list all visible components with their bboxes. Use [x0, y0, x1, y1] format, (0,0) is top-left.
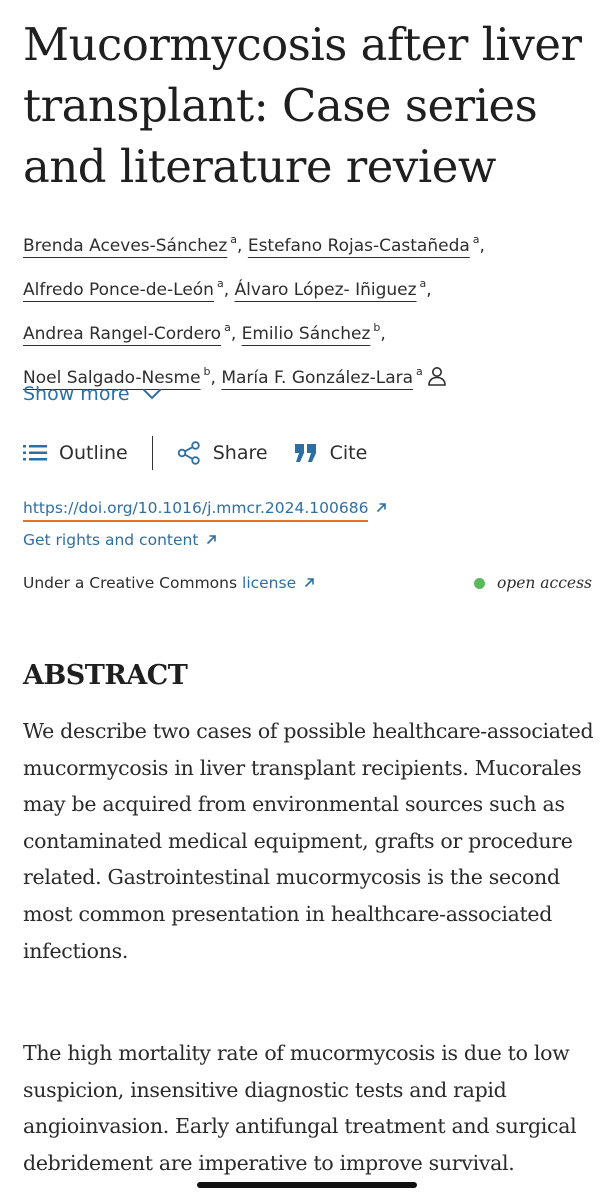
author-separator: , [230, 324, 237, 344]
show-more-label: Show more [23, 383, 130, 405]
outline-button[interactable] [23, 442, 128, 464]
author-name[interactable]: Alfredo Ponce-de-León [23, 280, 214, 300]
share-icon [177, 441, 201, 465]
quote-icon [294, 443, 318, 463]
toolbar-divider [152, 436, 153, 470]
rights-link[interactable] [23, 531, 217, 549]
author-item[interactable] [221, 365, 446, 388]
author-name[interactable]: Brenda Aceves-Sánchez [23, 236, 228, 256]
share-button[interactable] [177, 441, 268, 465]
chevron-down-icon [142, 388, 162, 400]
author-item[interactable] [247, 233, 485, 256]
author-affiliation: b [373, 321, 381, 334]
author-name[interactable]: Emilio Sánchez [241, 324, 371, 344]
cite-label: Cite [329, 442, 368, 464]
open-access-label: open access [496, 574, 592, 592]
author-name[interactable]: Estefano Rojas-Castañeda [247, 236, 470, 256]
license-link[interactable]: license [242, 574, 297, 592]
author-item[interactable] [23, 321, 237, 344]
outline-label: Outline [59, 442, 128, 464]
author-separator: , [237, 236, 243, 256]
external-link-icon [206, 534, 217, 545]
author-name[interactable]: Noel Salgado-Nesme [23, 368, 201, 388]
open-access-dot [474, 578, 485, 589]
license-line [23, 574, 315, 592]
author-affiliation: a [230, 233, 238, 246]
abstract-paragraph: The high mortality rate of mucormycosis is due to low suspicion, insensitive diagnostic tests and rapid angioinvasion. Early antifungal treatment and surgical debridement are imperative to improve survival. [23, 1041, 577, 1175]
cite-button[interactable] [294, 442, 368, 464]
author-item[interactable] [23, 233, 243, 256]
show-more-button[interactable] [23, 383, 162, 405]
doi-text[interactable]: https://doi.org/10.1016/j.mmcr.2024.100686 [23, 499, 368, 522]
abstract-paragraph: We describe two cases of possible healthcare-associated mucormycosis in liver transplant recipients. Mucorales may be acquired from environmental sources such as contaminated medical equipment, grafts or procedure related. Gastrointestinal mucormycosis is the second most common presentation in healthcare-associated infections. [23, 719, 594, 963]
article-toolbar [23, 435, 367, 471]
author-item[interactable] [241, 321, 386, 344]
author-name[interactable]: María F. González-Lara [221, 368, 414, 388]
author-separator: , [210, 368, 216, 388]
doi-link[interactable] [23, 499, 387, 517]
author-affiliation: a [472, 233, 480, 246]
home-indicator[interactable] [197, 1182, 417, 1188]
author-separator: , [223, 280, 230, 300]
author-name[interactable]: Álvaro López- Iñiguez [234, 280, 417, 300]
open-access-badge [474, 574, 592, 592]
author-affiliation: a [416, 365, 423, 378]
external-link-icon [376, 502, 387, 513]
author-separator: , [426, 280, 432, 300]
abstract-heading: ABSTRACT [23, 660, 188, 691]
share-label: Share [212, 442, 268, 464]
author-affiliation: a [224, 321, 231, 334]
rights-label[interactable]: Get rights and content [23, 531, 199, 549]
article-title: Mucormycosis after liver transplant: Case series and literature review [23, 18, 582, 193]
author-affiliation: a [216, 277, 224, 290]
author-item[interactable] [234, 277, 432, 300]
author-separator: , [479, 236, 485, 256]
outline-list-icon [23, 444, 47, 462]
external-link-icon [304, 577, 315, 588]
author-list [23, 221, 603, 397]
person-icon[interactable] [427, 366, 447, 386]
author-separator: , [380, 324, 386, 344]
author-affiliation: b [203, 365, 211, 378]
license-prefix: Under a Creative Commons [23, 574, 238, 592]
author-name[interactable]: Andrea Rangel-Cordero [23, 324, 222, 344]
author-item[interactable] [23, 277, 230, 300]
author-affiliation: a [419, 277, 427, 290]
